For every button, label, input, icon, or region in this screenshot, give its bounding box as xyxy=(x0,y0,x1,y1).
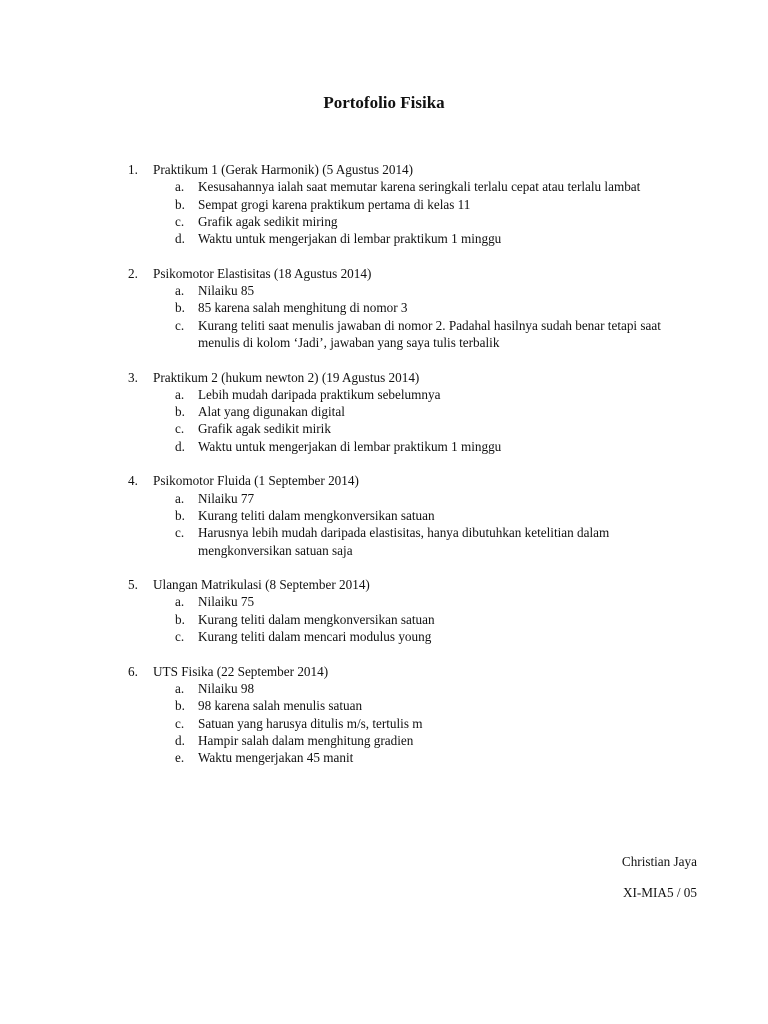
list-item xyxy=(0,697,670,714)
list-item xyxy=(0,403,670,420)
item-text: Waktu untuk mengerjakan di lembar praktikum 1 minggu xyxy=(198,438,502,454)
item-text: Kesusahannya ialah saat memutar karena seringkali terlalu cepat atau terlalu lambat xyxy=(198,179,641,195)
section-heading-text: UTS Fisika (22 September 2014) xyxy=(153,663,329,679)
list-item xyxy=(0,230,670,247)
item-letter: c. xyxy=(175,525,185,541)
list-item xyxy=(0,490,670,507)
item-text: Grafik agak sedikit miring xyxy=(198,213,338,229)
list-item xyxy=(0,715,670,732)
list-item xyxy=(0,282,670,299)
item-text: Grafik agak sedikit mirik xyxy=(198,421,331,437)
section-number: 4. xyxy=(128,473,138,489)
item-letter: a. xyxy=(175,386,185,402)
item-text: Kurang teliti dalam mengkonversikan satuan xyxy=(198,611,435,627)
list-item xyxy=(0,732,670,749)
item-text: 85 karena salah menghitung di nomor 3 xyxy=(198,300,408,316)
list-section xyxy=(0,576,768,645)
item-text: Kurang teliti dalam mencari modulus young xyxy=(198,629,432,645)
item-text: Waktu mengerjakan 45 manit xyxy=(198,750,354,766)
section-number: 3. xyxy=(128,369,138,385)
item-letter: c. xyxy=(175,213,185,229)
list-item xyxy=(0,420,670,437)
section-heading-text: Praktikum 1 (Gerak Harmonik) (5 Agustus 2014) xyxy=(153,162,414,177)
section-number: 6. xyxy=(128,663,138,679)
signature-name: Christian Jaya xyxy=(621,854,697,869)
item-text: Alat yang digunakan digital xyxy=(198,404,345,420)
item-letter: c. xyxy=(175,421,185,437)
list-section xyxy=(0,265,768,351)
item-text: Kurang teliti saat menulis jawaban di nomor 2. Padahal hasilnya sudah benar tetapi saat menulis di kolom ‘Jadi’, jawaban yang saya tulis terbalik xyxy=(198,317,661,350)
item-text: Harusnya lebih mudah daripada elastisitas, hanya dibutuhkan ketelitian dalam mengkonversikan satuan saja xyxy=(198,525,610,558)
item-text: 98 karena salah menulis satuan xyxy=(198,698,363,714)
item-text: Kurang teliti dalam mengkonversikan satuan xyxy=(198,507,435,523)
list-item xyxy=(0,196,670,213)
list-section xyxy=(0,663,768,767)
list-item xyxy=(0,611,670,628)
list-item xyxy=(0,386,670,403)
section-heading xyxy=(0,369,768,386)
section-heading-text: Psikomotor Elastisitas (18 Agustus 2014) xyxy=(153,265,372,281)
section-heading-text: Psikomotor Fluida (1 September 2014) xyxy=(153,473,359,489)
list-item xyxy=(0,593,670,610)
item-text: Nilaiku 85 xyxy=(198,283,255,299)
list-item xyxy=(0,178,670,195)
item-letter: a. xyxy=(175,680,185,696)
section-number: 1. xyxy=(128,162,138,177)
item-letter: a. xyxy=(175,283,185,299)
item-text: Waktu untuk mengerjakan di lembar praktikum 1 minggu xyxy=(198,231,502,247)
item-letter: d. xyxy=(175,732,185,748)
section-heading xyxy=(0,161,768,178)
item-text: Sempat grogi karena praktikum pertama di kelas 11 xyxy=(198,196,471,212)
section-heading xyxy=(0,663,768,680)
portfolio-list xyxy=(0,161,768,784)
item-letter: b. xyxy=(175,404,185,420)
item-letter: a. xyxy=(175,594,185,610)
item-letter: b. xyxy=(175,507,185,523)
item-letter: b. xyxy=(175,611,185,627)
list-item xyxy=(0,524,670,559)
item-text: Nilaiku 75 xyxy=(198,594,255,610)
list-item xyxy=(0,749,670,766)
item-letter: c. xyxy=(175,629,185,645)
list-item xyxy=(0,317,670,352)
list-item xyxy=(0,628,670,645)
list-section xyxy=(0,161,768,247)
item-text: Lebih mudah daripada praktikum sebelumnya xyxy=(198,386,441,402)
section-number: 2. xyxy=(128,265,138,281)
item-text: Hampir salah dalam menghitung gradien xyxy=(198,732,414,748)
list-item xyxy=(0,213,670,230)
section-heading xyxy=(0,472,768,489)
list-section xyxy=(0,369,768,455)
list-section xyxy=(0,472,768,558)
item-text: Nilaiku 98 xyxy=(198,680,255,696)
item-letter: d. xyxy=(175,438,185,454)
signature-class: XI-MIA5 / 05 xyxy=(623,885,697,900)
section-heading-text: Ulangan Matrikulasi (8 September 2014) xyxy=(153,577,370,593)
section-heading xyxy=(0,265,768,282)
list-item xyxy=(0,299,670,316)
item-letter: b. xyxy=(175,698,185,714)
list-item xyxy=(0,680,670,697)
item-letter: a. xyxy=(175,490,185,506)
item-letter: b. xyxy=(175,196,185,212)
section-heading-text: Praktikum 2 (hukum newton 2) (19 Agustus 2014) xyxy=(153,369,420,385)
list-item xyxy=(0,507,670,524)
document-title: Portofolio Fisika xyxy=(323,93,445,112)
item-text: Nilaiku 77 xyxy=(198,490,255,506)
item-letter: c. xyxy=(175,317,185,333)
item-letter: a. xyxy=(175,179,185,195)
list-item xyxy=(0,438,670,455)
section-number: 5. xyxy=(128,577,138,593)
item-letter: c. xyxy=(175,715,185,731)
item-letter: e. xyxy=(175,750,185,766)
section-heading xyxy=(0,576,768,593)
item-letter: b. xyxy=(175,300,185,316)
item-text: Satuan yang harusya ditulis m/s, tertulis m xyxy=(198,715,423,731)
item-letter: d. xyxy=(175,231,185,247)
